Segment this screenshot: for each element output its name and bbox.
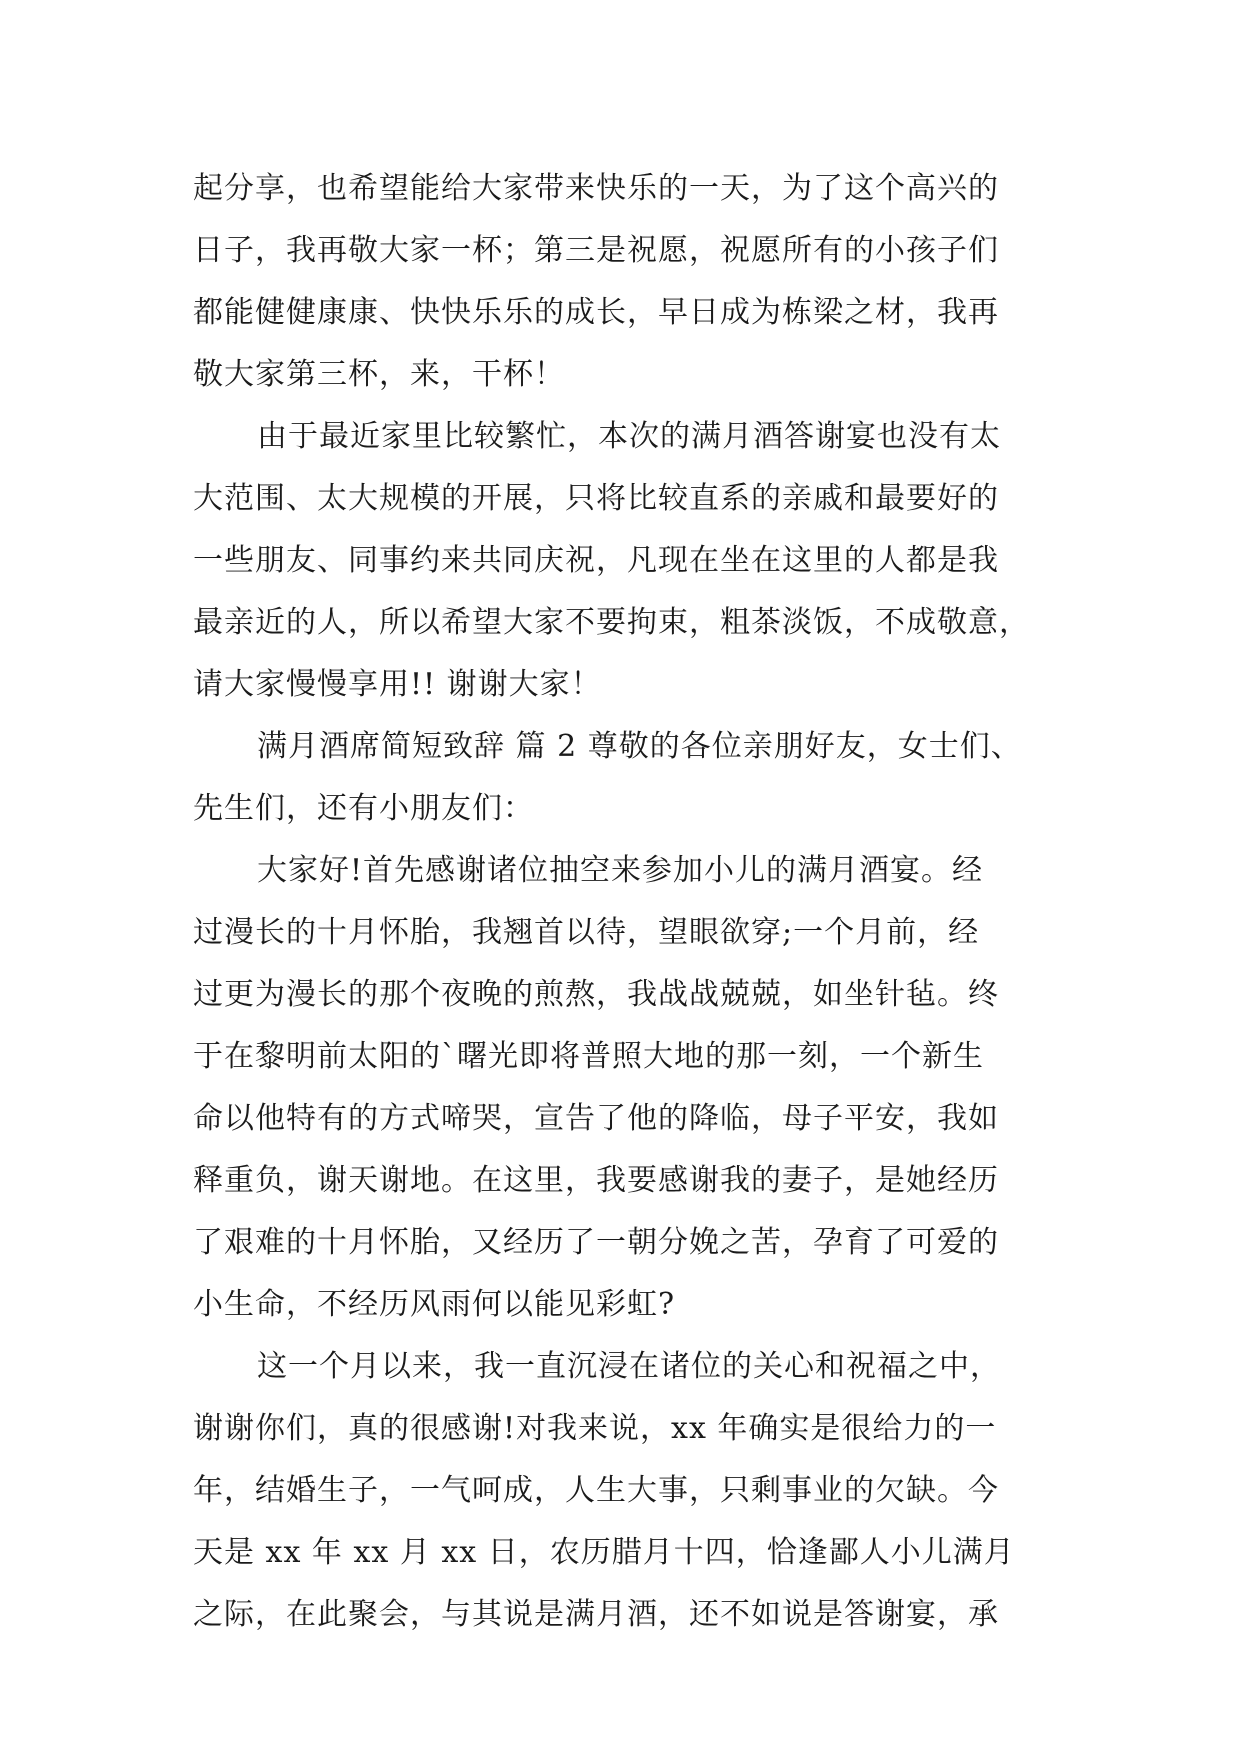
text-line: 起分享，也希望能给大家带来快乐的一天，为了这个高兴的 [193, 171, 999, 206]
text-line: 谢谢你们，真的很感谢!对我来说，xx 年确实是很给力的一 [193, 1411, 997, 1446]
text-line: 大范围、太大规模的开展，只将比较直系的亲戚和最要好的 [193, 481, 999, 516]
text-line: 都能健健康康、快快乐乐的成长，早日成为栋梁之材，我再 [193, 295, 999, 330]
document-body [193, 158, 1053, 1646]
text-line: 日子，我再敬大家一杯；第三是祝愿，祝愿所有的小孩子们 [193, 233, 999, 268]
text-line: 释重负，谢天谢地。在这里，我要感谢我的妻子，是她经历 [193, 1163, 999, 1198]
text-line: 于在黎明前太阳的`曙光即将普照大地的那一刻，一个新生 [193, 1039, 984, 1074]
text-line: 小生命，不经历风雨何以能见彩虹? [193, 1287, 676, 1322]
text-line: 命以他特有的方式啼哭，宣告了他的降临，母子平安，我如 [193, 1101, 999, 1136]
text-line: 过漫长的十月怀胎，我翘首以待，望眼欲穿;一个月前，经 [193, 915, 980, 950]
text-line: 大家好!首先感谢诸位抽空来参加小儿的满月酒宴。经 [257, 853, 984, 888]
text-line: 之际，在此聚会，与其说是满月酒，还不如说是答谢宴，承 [193, 1597, 999, 1632]
text-line: 最亲近的人，所以希望大家不要拘束，粗茶淡饭，不成敬意， [193, 605, 1030, 640]
text-line: 请大家慢慢享用!! 谢谢大家！ [193, 667, 602, 702]
text-line: 天是 xx 年 xx 月 xx 日，农历腊月十四，恰逢鄙人小儿满月 [193, 1535, 1015, 1570]
text-line: 一些朋友、同事约来共同庆祝，凡现在坐在这里的人都是我 [193, 543, 999, 578]
text-line: 年，结婚生子，一气呵成，人生大事，只剩事业的欠缺。今 [193, 1473, 999, 1508]
text-line: 了艰难的十月怀胎，又经历了一朝分娩之苦，孕育了可爱的 [193, 1225, 999, 1260]
text-line: 先生们，还有小朋友们： [193, 791, 534, 826]
text-line: 满月酒席简短致辞 篇 2 尊敬的各位亲朋好友，女士们、 [257, 729, 1022, 764]
text-line: 这一个月以来，我一直沉浸在诸位的关心和祝福之中， [257, 1349, 1001, 1384]
text-line: 敬大家第三杯，来，干杯！ [193, 357, 565, 392]
text-line: 由于最近家里比较繁忙，本次的满月酒答谢宴也没有太 [257, 419, 1001, 454]
text-line: 过更为漫长的那个夜晚的煎熬，我战战兢兢，如坐针毡。终 [193, 977, 999, 1012]
